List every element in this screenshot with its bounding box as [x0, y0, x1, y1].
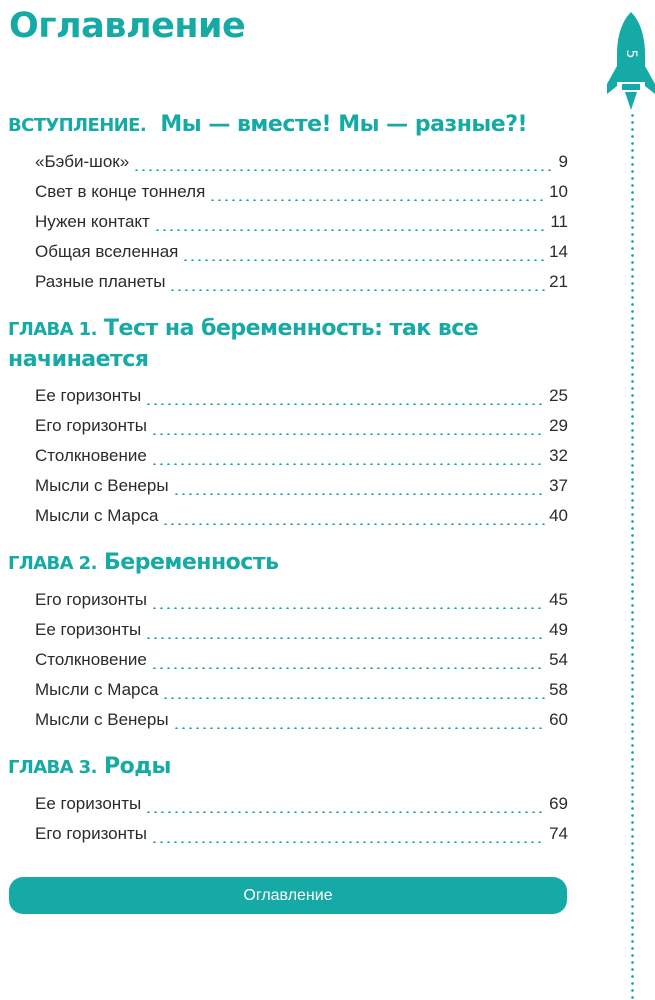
entry-page: 45: [549, 590, 568, 609]
section-label: ГЛАВА 3.: [8, 757, 97, 778]
entry-title: Разные планеты: [35, 272, 166, 291]
entry-title: Мысли с Марса: [35, 506, 159, 525]
section-title: Роды: [104, 754, 171, 779]
entry-page: 14: [549, 242, 568, 261]
entry-page: 29: [549, 416, 568, 435]
entry-title: Мысли с Венеры: [35, 710, 169, 729]
entry-page: 32: [549, 446, 568, 465]
dot-leader: [151, 433, 545, 435]
section-label: ВСТУПЛЕНИЕ.: [8, 115, 147, 136]
dot-leader: [162, 697, 545, 699]
entry-title: Ее горизонты: [35, 794, 142, 813]
dot-leader: [169, 289, 545, 291]
toc-entry[interactable]: [8, 501, 568, 531]
section-entries: [8, 585, 568, 735]
entry-page: 37: [549, 476, 568, 495]
section-heading: [8, 752, 568, 783]
dot-leader: [162, 523, 545, 525]
dot-leader: [173, 493, 546, 495]
entry-page: 21: [549, 272, 568, 291]
entry-page: 60: [549, 710, 568, 729]
dot-leader: [151, 667, 545, 669]
dot-leader: [133, 169, 554, 171]
entry-title: Столкновение: [35, 446, 147, 465]
toc-entry[interactable]: [8, 267, 568, 297]
section-heading: [8, 548, 568, 579]
toc-entry[interactable]: [8, 819, 568, 849]
entry-page: 40: [549, 506, 568, 525]
toc-entry[interactable]: [8, 585, 568, 615]
dotted-trail: [631, 112, 634, 1000]
entry-title: Его горизонты: [35, 590, 148, 609]
entry-title: Столкновение: [35, 650, 147, 669]
entry-page: 74: [549, 824, 568, 843]
section-entries: [8, 147, 568, 297]
entry-page: 9: [558, 152, 568, 171]
toc-entry[interactable]: [8, 177, 568, 207]
toc-entry[interactable]: [8, 237, 568, 267]
toc-entry[interactable]: [8, 207, 568, 237]
entry-page: 11: [550, 212, 568, 231]
entry-title: Свет в конце тоннеля: [35, 182, 206, 201]
entry-title: Ее горизонты: [35, 386, 142, 405]
entry-title: Мысли с Венеры: [35, 476, 169, 495]
dot-leader: [151, 463, 545, 465]
section-entries: [8, 381, 568, 531]
page-title: Оглавление: [9, 6, 246, 46]
entry-page: 49: [549, 620, 568, 639]
section-heading: [8, 314, 568, 375]
entry-title: Его горизонты: [35, 824, 148, 843]
dot-leader: [145, 811, 545, 813]
toc-entry[interactable]: [8, 147, 568, 177]
entry-page: 54: [549, 650, 568, 669]
entry-page: 58: [549, 680, 568, 699]
dot-leader: [145, 403, 545, 405]
toc-entry[interactable]: [8, 471, 568, 501]
toc-entry[interactable]: [8, 381, 568, 411]
toc-entry[interactable]: [8, 441, 568, 471]
entry-title: Его горизонты: [35, 416, 148, 435]
entry-title: Мысли с Марса: [35, 680, 159, 699]
dot-leader: [145, 637, 545, 639]
dot-leader: [151, 841, 545, 843]
section-heading: [8, 110, 568, 141]
dot-leader: [151, 607, 545, 609]
table-of-contents: [8, 110, 568, 849]
footer-toc-button[interactable]: Оглавление: [9, 877, 567, 914]
entry-title: Нужен контакт: [35, 212, 150, 231]
rocket-icon: [605, 10, 655, 120]
toc-entry[interactable]: [8, 615, 568, 645]
dot-leader: [182, 259, 545, 261]
entry-title: Общая вселенная: [35, 242, 179, 261]
entry-page: 10: [549, 182, 568, 201]
entry-title: Ее горизонты: [35, 620, 142, 639]
section-entries: [8, 789, 568, 849]
entry-page: 69: [549, 794, 568, 813]
section-title: Тест на беременность: так все начинается: [8, 316, 479, 372]
section-label: ГЛАВА 2.: [8, 553, 97, 574]
toc-entry[interactable]: [8, 411, 568, 441]
page-number: 5: [623, 49, 639, 59]
entry-title: «Бэби-шок»: [35, 152, 130, 171]
section-label: ГЛАВА 1.: [8, 319, 97, 340]
dot-leader: [154, 229, 547, 231]
dot-leader: [173, 727, 546, 729]
dot-leader: [209, 199, 545, 201]
toc-entry[interactable]: [8, 645, 568, 675]
toc-entry[interactable]: [8, 675, 568, 705]
toc-entry[interactable]: [8, 705, 568, 735]
section-title: Мы — вместе! Мы — разные?!: [160, 112, 528, 137]
entry-page: 25: [549, 386, 568, 405]
section-title: Беременность: [104, 550, 279, 575]
toc-entry[interactable]: [8, 789, 568, 819]
